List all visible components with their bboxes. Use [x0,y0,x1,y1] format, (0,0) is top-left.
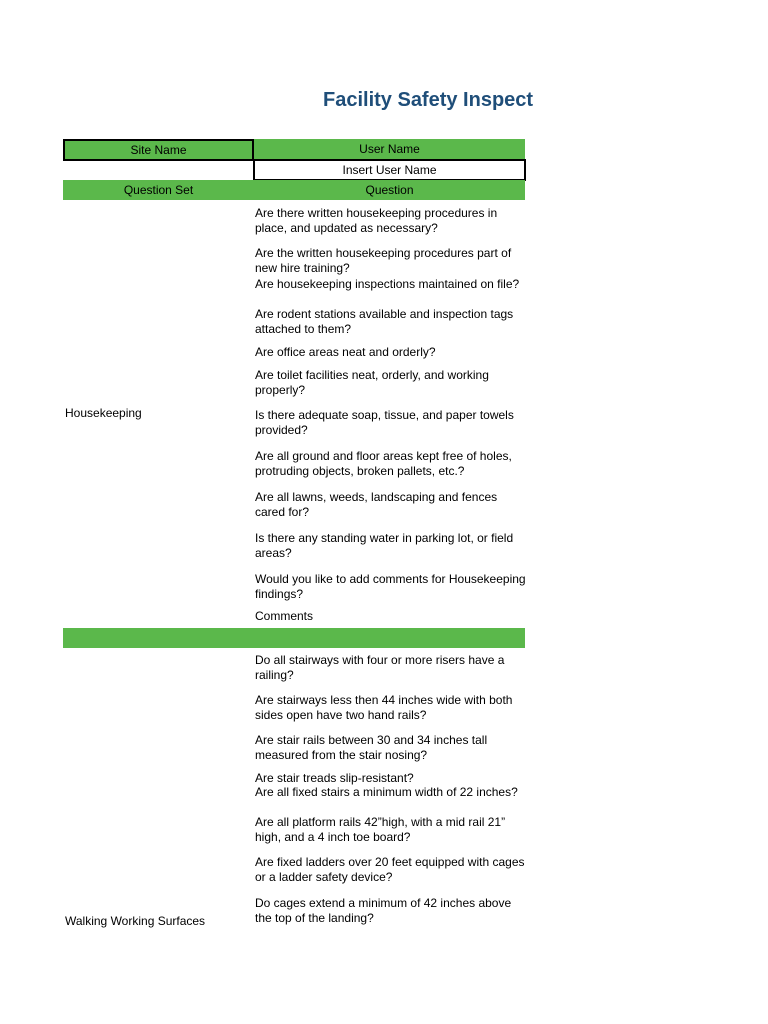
question-item: Are stairways less then 44 inches wide with both sides open have two hand rails? [255,693,513,722]
question-item: Do all stairways with four or more risers have a railing? [255,653,505,682]
question-item: Are stair rails between 30 and 34 inches tall measured from the stair nosing? [255,733,488,762]
site-name-header[interactable]: Site Name [63,139,254,161]
user-name-input[interactable]: Insert User Name [253,159,526,181]
question-item: Are stair treads slip-resistant? [255,771,414,785]
question-item: Are the written housekeeping procedures part of new hire training? [255,246,512,275]
question-item: Is there adequate soap, tissue, and paper towels provided? [255,408,514,437]
comments-label: Comments [255,609,314,623]
question-item: Are toilet facilities neat, orderly, and working properly? [255,368,489,397]
question-item: Are housekeeping inspections maintained on file? [255,277,520,291]
question-set-header: Question Set [123,183,194,197]
question-item: Are office areas neat and orderly? [255,345,436,359]
question-item: Is there any standing water in parking lot, or field areas? [255,531,514,560]
question-set-housekeeping: Housekeeping [65,406,142,420]
question-header: Question [365,183,414,197]
section-divider-bar [63,628,525,648]
question-set-walking-working-surfaces: Walking Working Surfaces [65,914,206,928]
page-title: Facility Safety Inspect [323,89,534,111]
question-item: Are all ground and floor areas kept free of holes, protruding objects, broken pallets, etc.? [255,449,512,478]
question-item: Are rodent stations available and inspection tags attached to them? [255,307,514,336]
question-item: Are there written housekeeping procedures in place, and updated as necessary? [255,206,498,235]
user-name-header: User Name [359,142,420,156]
question-item: Are all fixed stairs a minimum width of 22 inches? [255,785,518,799]
question-item: Would you like to add comments for Housekeeping findings? [255,572,526,601]
question-item: Do cages extend a minimum of 42 inches above the top of the landing? [255,896,512,925]
question-item: Are all lawns, weeds, landscaping and fences cared for? [255,490,498,519]
question-item: Are fixed ladders over 20 feet equipped with cages or a ladder safety device? [255,855,525,884]
question-item: Are all platform rails 42”high, with a mid rail 21” high, and a 4 inch toe board? [255,815,506,844]
